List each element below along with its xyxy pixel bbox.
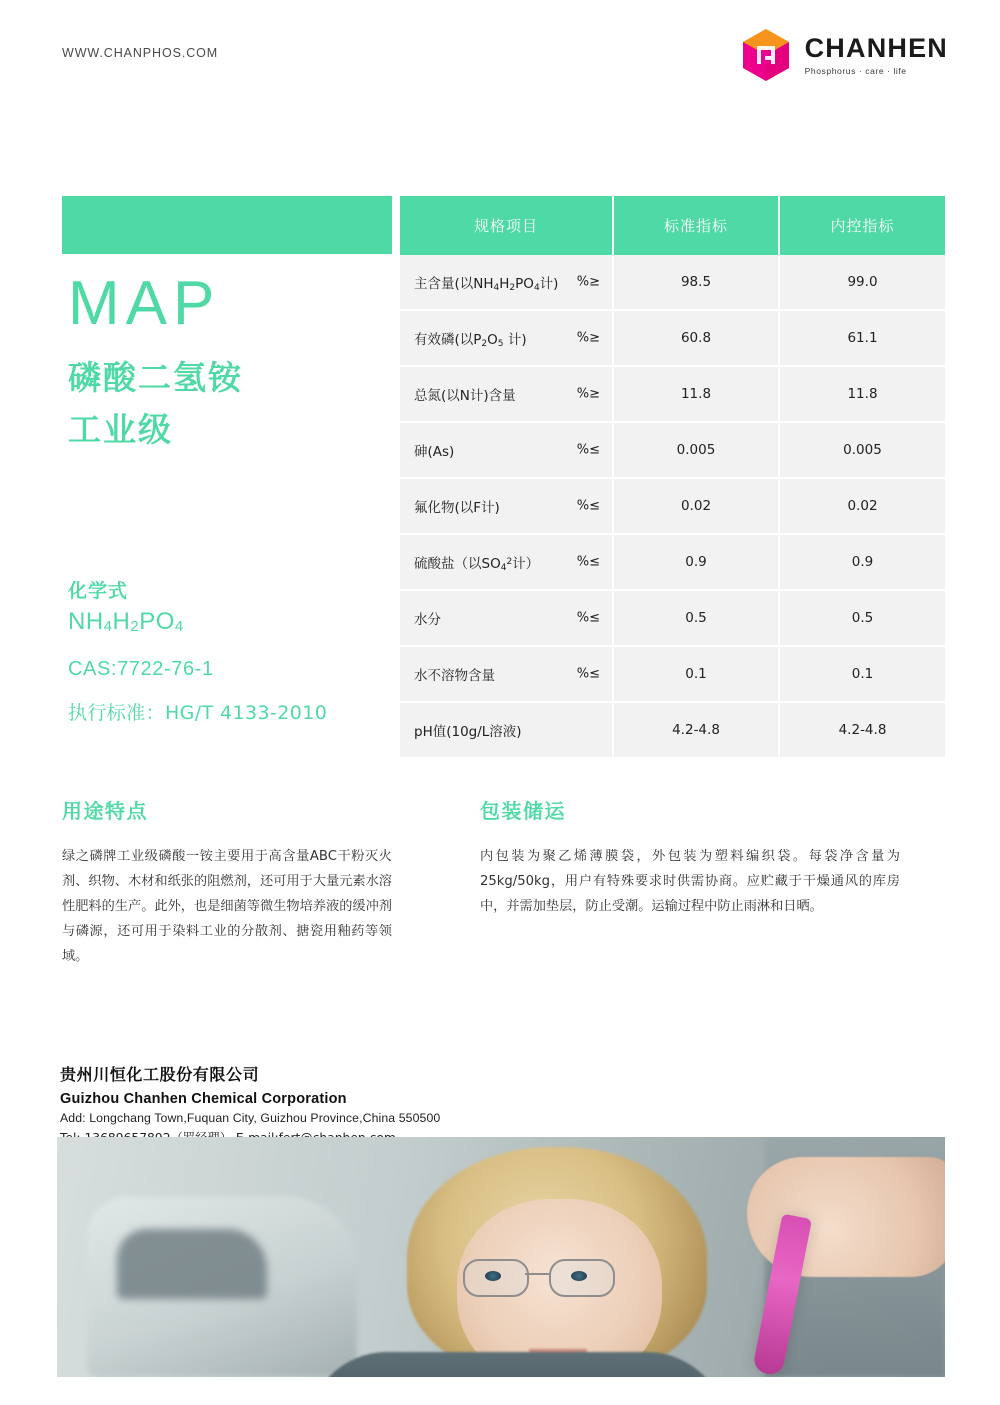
cell-spec-item: 水不溶物含量 %≤ <box>400 646 613 702</box>
company-name-cn: 贵州川恒化工股份有限公司 <box>60 1065 260 1084</box>
cell-internal-value: 0.005 <box>779 422 945 478</box>
site-url: WWW.CHANPHOS.COM <box>62 46 219 60</box>
company-info <box>60 1062 660 1146</box>
packaging-section <box>480 795 900 919</box>
table-row <box>400 255 945 310</box>
cell-standard-value: 0.5 <box>613 590 779 646</box>
company-name-en: Guizhou Chanhen Chemical Corporation <box>60 1091 347 1107</box>
company-logo <box>737 26 948 84</box>
page-header <box>0 0 1000 112</box>
product-code: MAP <box>68 269 221 338</box>
chanhen-hexagon-icon <box>737 26 795 84</box>
packaging-body: 内包装为聚乙烯薄膜袋，外包装为塑料编织袋。每袋净含量为25kg/50kg，用户有特殊要求时供需协商。应贮藏于干燥通风的库房中，并需加垫层，防止受潮。运输过程中防止雨淋和日晒。 <box>480 849 900 914</box>
formula-value <box>68 608 184 636</box>
table-row <box>400 702 945 757</box>
cell-spec-item: 总氮(以N计)含量 %≥ <box>400 366 613 422</box>
table-row <box>400 534 945 590</box>
header-internal: 内控指标 <box>779 196 945 255</box>
product-name-cn: 磷酸二氢铵 <box>68 358 243 397</box>
lab-photo <box>57 1137 945 1377</box>
table-row <box>400 646 945 702</box>
cell-standard-value: 0.1 <box>613 646 779 702</box>
cell-standard-value: 0.005 <box>613 422 779 478</box>
specification-table <box>400 196 945 757</box>
uses-title: 用途特点 <box>62 799 148 823</box>
cell-spec-item: pH值(10g/L溶液) <box>400 702 613 757</box>
cell-standard-value: 98.5 <box>613 255 779 310</box>
photo-car-window <box>117 1229 267 1299</box>
formula-s2: 2 <box>130 618 140 635</box>
table-row <box>400 590 945 646</box>
cell-standard-value: 0.02 <box>613 478 779 534</box>
cell-spec-item: 砷(As) %≤ <box>400 422 613 478</box>
product-header-bar <box>62 196 392 254</box>
table-header-row <box>400 196 945 255</box>
packaging-title: 包装储运 <box>480 799 566 823</box>
photo-eye-left <box>485 1271 501 1281</box>
cell-spec-item: 硫酸盐（以$SO_4^2$计） %≤ <box>400 534 613 590</box>
cell-standard-value: 60.8 <box>613 310 779 366</box>
header-item: 规格项目 <box>400 196 613 255</box>
execution-standard: 执行标准：HG/T 4133-2010 <box>68 702 328 724</box>
table-row <box>400 310 945 366</box>
cell-standard-value: 11.8 <box>613 366 779 422</box>
formula-s1: 4 <box>103 618 113 635</box>
formula-p1: NH <box>68 608 104 635</box>
formula-p2: H <box>112 608 131 635</box>
company-address: Add: Longchang Town,Fuquan City, Guizhou Province,China 550500 <box>60 1111 441 1125</box>
cell-standard-value: 0.9 <box>613 534 779 590</box>
formula-label: 化学式 <box>68 580 129 602</box>
cell-internal-value: 0.5 <box>779 590 945 646</box>
cell-internal-value: 61.1 <box>779 310 945 366</box>
logo-wordmark <box>804 32 948 76</box>
table-row <box>400 422 945 478</box>
header-standard: 标准指标 <box>613 196 779 255</box>
product-grade-cn: 工业级 <box>68 410 173 449</box>
cell-internal-value: 11.8 <box>779 366 945 422</box>
cell-internal-value: 99.0 <box>779 255 945 310</box>
cell-internal-value: 0.9 <box>779 534 945 590</box>
cas-number: CAS:7722-76-1 <box>68 658 214 680</box>
cell-standard-value: 4.2-4.8 <box>613 702 779 757</box>
cell-spec-item: 主含量(以$NH_4H_2PO_4$计) %≥ <box>400 255 613 310</box>
table-row <box>400 478 945 534</box>
cell-internal-value: 0.02 <box>779 478 945 534</box>
cell-spec-item: 氟化物(以F计) %≤ <box>400 478 613 534</box>
uses-section <box>62 795 392 969</box>
formula-p3: PO <box>139 608 175 635</box>
logo-tagline: Phosphorus · care · life <box>804 65 907 76</box>
photo-shoulders <box>307 1352 727 1377</box>
cell-spec-item: 有效磷(以$P_2O_5$ 计) %≥ <box>400 310 613 366</box>
cell-spec-item: 水分 %≤ <box>400 590 613 646</box>
photo-eye-right <box>571 1271 587 1281</box>
uses-body: 绿之磷牌工业级磷酸一铵主要用于高含量ABC干粉灭火剂、织物、木材和纸张的阻燃剂，还可用于大量元素水溶性肥料的生产。此外，也是细菌等微生物培养液的缓冲剂与磷源，还可用于染料工业的分散剂、搪瓷用釉药等领域。 <box>62 849 392 964</box>
cell-internal-value: 0.1 <box>779 646 945 702</box>
table-row <box>400 366 945 422</box>
cell-internal-value: 4.2-4.8 <box>779 702 945 757</box>
photo-glasses-bridge <box>525 1273 549 1275</box>
logo-name: CHANHEN <box>804 32 948 63</box>
formula-s3: 4 <box>174 618 184 635</box>
